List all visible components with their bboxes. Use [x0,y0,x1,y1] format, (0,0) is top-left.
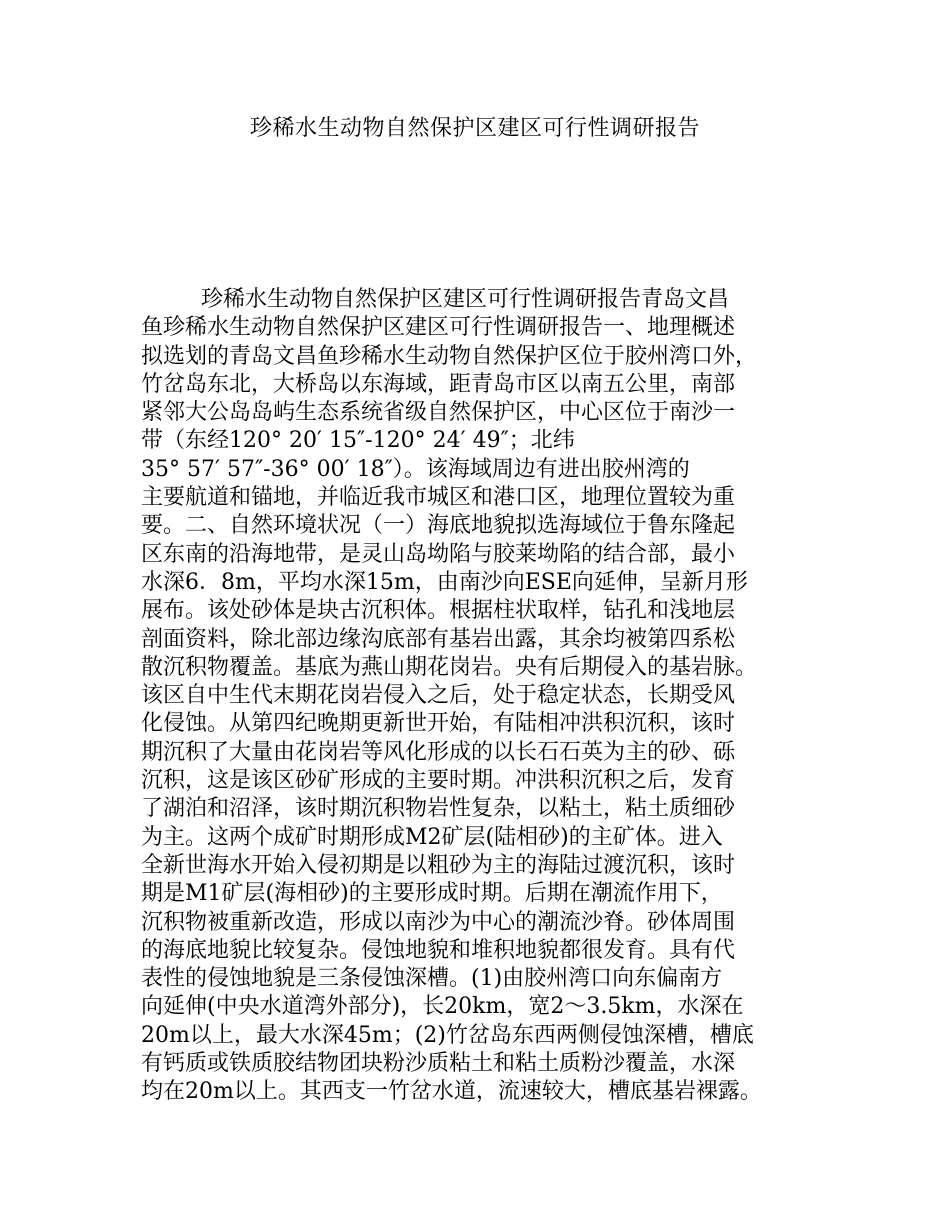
text-line: 沉积物被重新改造，形成以南沙为中心的潮流沙脊。砂体周围 [141,909,736,935]
text-line: 期沉积了大量由花岗岩等风化形成的以长石石英为主的砂、砾 [141,739,736,765]
text-line: 全新世海水开始入侵初期是以粗砂为主的海陆过渡沉积，该时 [141,852,736,878]
text-line: 20m以上，最大水深45m；(2)竹岔岛东西两侧侵蚀深槽，槽底 [141,1022,754,1048]
text-line: 了湖泊和沼泽，该时期沉积物岩性复杂，以粘土，粘土质细砂 [141,796,736,822]
text-line: 散沉积物覆盖。基底为燕山期花岗岩。央有后期侵入的基岩脉。 [141,654,758,680]
text-line: 紧邻大公岛岛屿生态系统省级自然保护区，中心区位于南沙一 [141,400,736,426]
text-line: 珍稀水生动物自然保护区建区可行性调研报告青岛文昌 [201,287,730,312]
text-line: 该区自中生代末期花岗岩侵入之后，处于稳定状态，长期受风 [141,683,736,709]
text-line: 向延伸(中央水道湾外部分)，长20km，宽2～3.5km，水深在 [141,994,744,1020]
text-line: 为主。这两个成矿时期形成M2矿层(陆相砂)的主矿体。进入 [141,824,723,850]
text-line: 的海底地貌比较复杂。侵蚀地貌和堆积地貌都很发育。具有代 [141,937,736,963]
text-line: 沉积，这是该区砂矿形成的主要时期。冲洪积沉积之后，发育 [141,768,736,794]
text-line: 35° 57′ 57″-36° 00′ 18″）。该海域周边有进出胶州湾的 [141,456,690,482]
page-title: 珍稀水生动物自然保护区建区可行性调研报告 [249,116,700,141]
text-line: 主要航道和锚地，并临近我市城区和港口区，地理位置较为重 [141,485,736,511]
text-line: 竹岔岛东北，大桥岛以东海域，距青岛市区以南五公里，南部 [141,371,736,397]
text-line: 展布。该处砂体是块古沉积体。根据柱状取样，钻孔和浅地层 [141,598,736,624]
text-line: 拟选划的青岛文昌鱼珍稀水生动物自然保护区位于胶州湾口外， [141,343,758,369]
text-line: 水深6．8m，平均水深15m，由南沙向ESE向延伸，呈新月形 [141,569,748,595]
text-line: 均在20m以上。其西支一竹岔水道，流速较大，槽底基岩裸露。 [141,1079,762,1105]
text-line: 表性的侵蚀地貌是三条侵蚀深槽。(1)由胶州湾口向东偏南方 [141,966,723,992]
text-line: 期是M1矿层(海相砂)的主要形成时期。后期在潮流作用下， [141,881,723,907]
text-line: 剖面资料，除北部边缘沟底部有基岩出露，其余均被第四系松 [141,626,736,652]
text-line: 区东南的沿海地带，是灵山岛坳陷与胶莱坳陷的结合部，最小 [141,541,736,567]
text-line: 要。二、自然环境状况（一）海底地貌拟选海域位于鲁东隆起 [141,513,736,539]
text-line: 鱼珍稀水生动物自然保护区建区可行性调研报告一、地理概述 [141,315,736,341]
text-line: 有钙质或铁质胶结物团块粉沙质粘土和粘土质粉沙覆盖，水深 [141,1051,736,1077]
text-line: 化侵蚀。从第四纪晚期更新世开始，有陆相冲洪积沉积，该时 [141,711,736,737]
text-line: 带（东经120° 20′ 15″-120° 24′ 49″；北纬 [141,428,575,454]
body-paragraph [141,286,841,1107]
